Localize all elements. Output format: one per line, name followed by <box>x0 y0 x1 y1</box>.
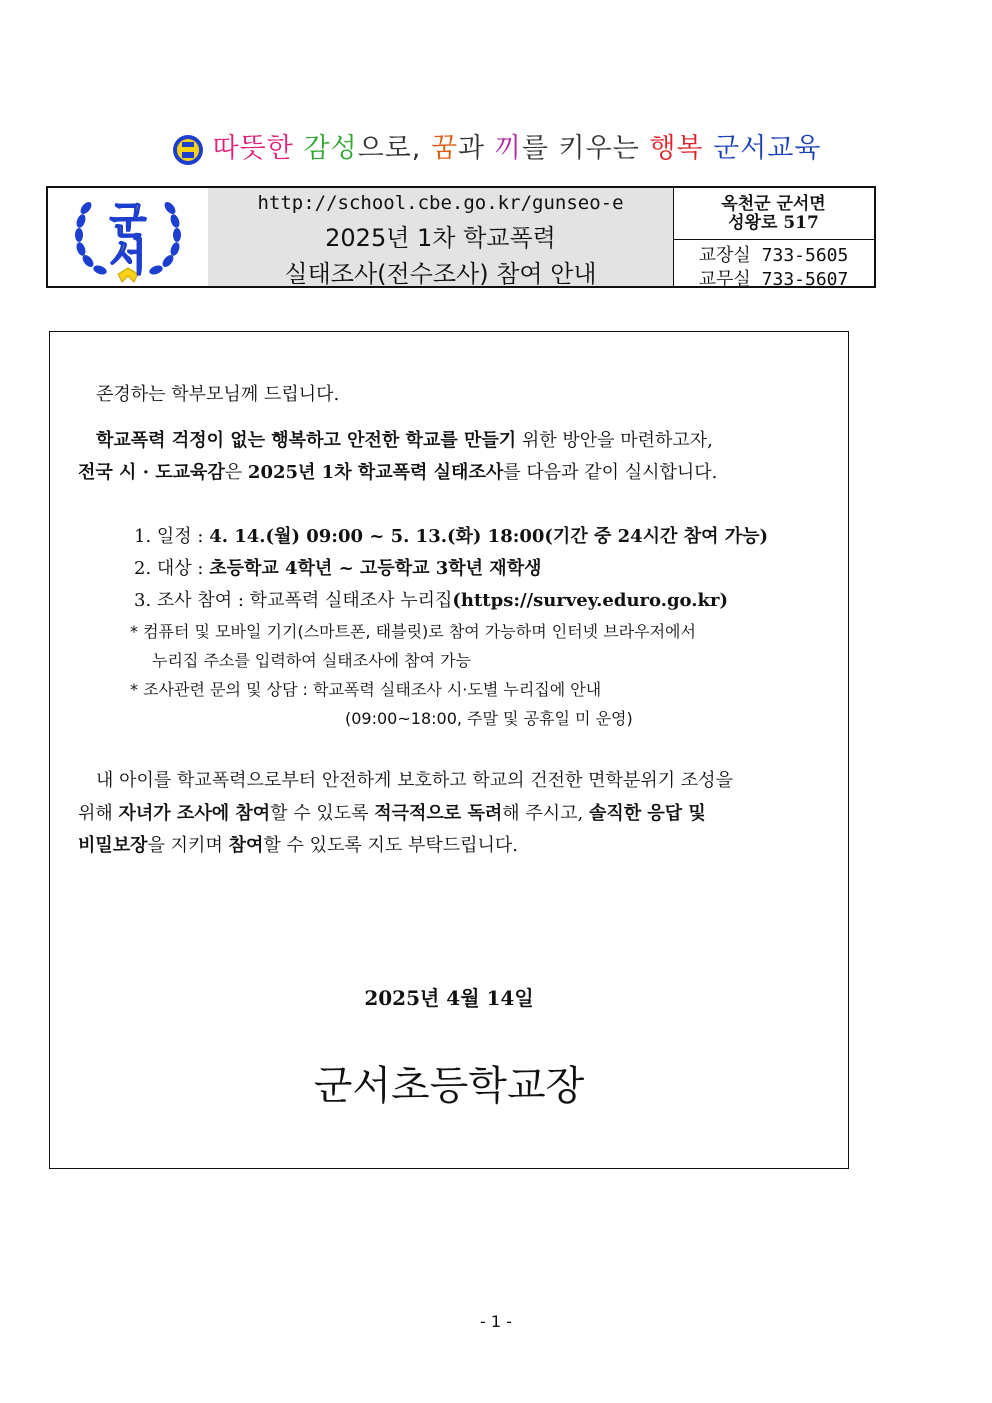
slogan-part-5: 과 <box>458 133 495 164</box>
intro-text1: 위한 방안을 마련하고자, <box>516 430 713 451</box>
intro-text3: 를 다음과 같이 실시합니다. <box>503 462 718 483</box>
closing-h: 을 지키며 <box>147 835 229 856</box>
closing-c: 할 수 있도록 <box>270 803 375 824</box>
intro-bold2: 전국 시 · 도교육감 <box>78 462 225 483</box>
intro-bold3: 2025년 1차 학교폭력 실태조사 <box>247 462 504 483</box>
slogan-part-8: 행복 <box>649 133 704 164</box>
schedule-label: 1. 일정 : <box>134 526 210 547</box>
intro-text2: 은 <box>224 462 248 483</box>
closing-d: 적극적으로 독려 <box>374 803 503 824</box>
letter-date: 2025년 4월 14일 <box>364 986 534 1010</box>
survey-link[interactable]: (https://survey.eduro.go.kr) <box>452 590 728 611</box>
closing-a: 위해 <box>78 803 119 824</box>
slogan-part-9: 군서교육 <box>703 133 822 164</box>
slogan-part-1: 따뜻한 <box>212 133 304 164</box>
logo-cell <box>48 188 209 286</box>
address-line1: 옥천군 군서면 <box>721 194 826 214</box>
slogan-part-7: 를 키우는 <box>521 133 650 164</box>
address-line2: 성왕로 517 <box>728 213 819 233</box>
greeting: 존경하는 학부모님께 드립니다. <box>96 384 340 405</box>
closing-line1: 내 아이를 학교폭력으로부터 안전하게 보호하고 학교의 건전한 면학분위기 조성을 <box>96 770 733 791</box>
note1-line1: * 컴퓨터 및 모바일 기기(스마트폰, 태블릿)로 참여 가능하며 인터넷 브라우저에서 <box>130 622 696 641</box>
school-emblem-small-icon <box>171 133 205 167</box>
emblem-text-top: 군 <box>109 199 147 243</box>
participation-item <box>134 586 728 612</box>
contact-cell <box>673 188 874 290</box>
staff-office-phone: 교무실 733-5607 <box>698 269 849 290</box>
closing-b: 자녀가 조사에 참여 <box>118 803 271 824</box>
target-item <box>134 554 541 580</box>
note2-line1: * 조사관련 문의 및 상담 : 학교폭력 실태조사 시·도별 누리집에 안내 <box>130 680 602 699</box>
schedule-value: 4. 14.(월) 09:00 ~ 5. 13.(화) 18:00(기간 중 24시간 참여 가능) <box>209 526 769 547</box>
closing-g: 비밀보장 <box>78 835 148 856</box>
doc-title-line2: 실태조사(전수조사) 참여 안내 <box>284 260 597 288</box>
intro-line2 <box>78 458 717 484</box>
school-url: http://school.cbe.go.kr/gunseo-e <box>257 192 624 214</box>
slogan-part-3: 으로, <box>357 133 431 164</box>
target-value: 초등학교 4학년 ~ 고등학교 3학년 재학생 <box>209 558 542 579</box>
letterhead-table <box>46 186 876 288</box>
closing-line3 <box>78 831 518 857</box>
school-address <box>673 188 874 240</box>
schedule-item <box>134 522 768 548</box>
target-label: 2. 대상 : <box>134 558 210 579</box>
intro-bold1: 학교폭력 걱정이 없는 행복하고 안전한 학교를 만들기 <box>96 430 517 451</box>
slogan-part-6: 끼 <box>494 133 522 164</box>
page-number: - 1 - <box>480 1312 512 1331</box>
slogan-part-4: 꿈 <box>430 133 459 164</box>
closing-line2 <box>78 799 706 825</box>
letter-body <box>49 331 849 1169</box>
note2-line2: (09:00~18:00, 주말 및 공휴일 미 운영) <box>345 709 633 728</box>
signature: 군서초등학교장 <box>313 1063 585 1109</box>
closing-j: 할 수 있도록 지도 부탁드립니다. <box>263 835 518 856</box>
emblem-text-bottom: 서 <box>109 235 147 279</box>
closing-i: 참여 <box>228 835 264 856</box>
participation-label: 3. 조사 참여 : 학교폭력 실태조사 누리집 <box>134 590 453 611</box>
title-cell <box>208 188 674 286</box>
school-slogan <box>0 126 992 167</box>
slogan-part-2: 감성 <box>303 133 358 164</box>
closing-e: 해 주시고, <box>502 803 589 824</box>
doc-title-line1: 2025년 1차 학교폭력 <box>325 224 556 252</box>
closing-f: 솔직한 응답 및 <box>588 803 706 824</box>
intro-line1 <box>96 426 713 452</box>
note1-line2: 누리집 주소를 입력하여 실태조사에 참여 가능 <box>152 651 472 670</box>
principal-phone: 교장실 733-5605 <box>698 245 849 266</box>
